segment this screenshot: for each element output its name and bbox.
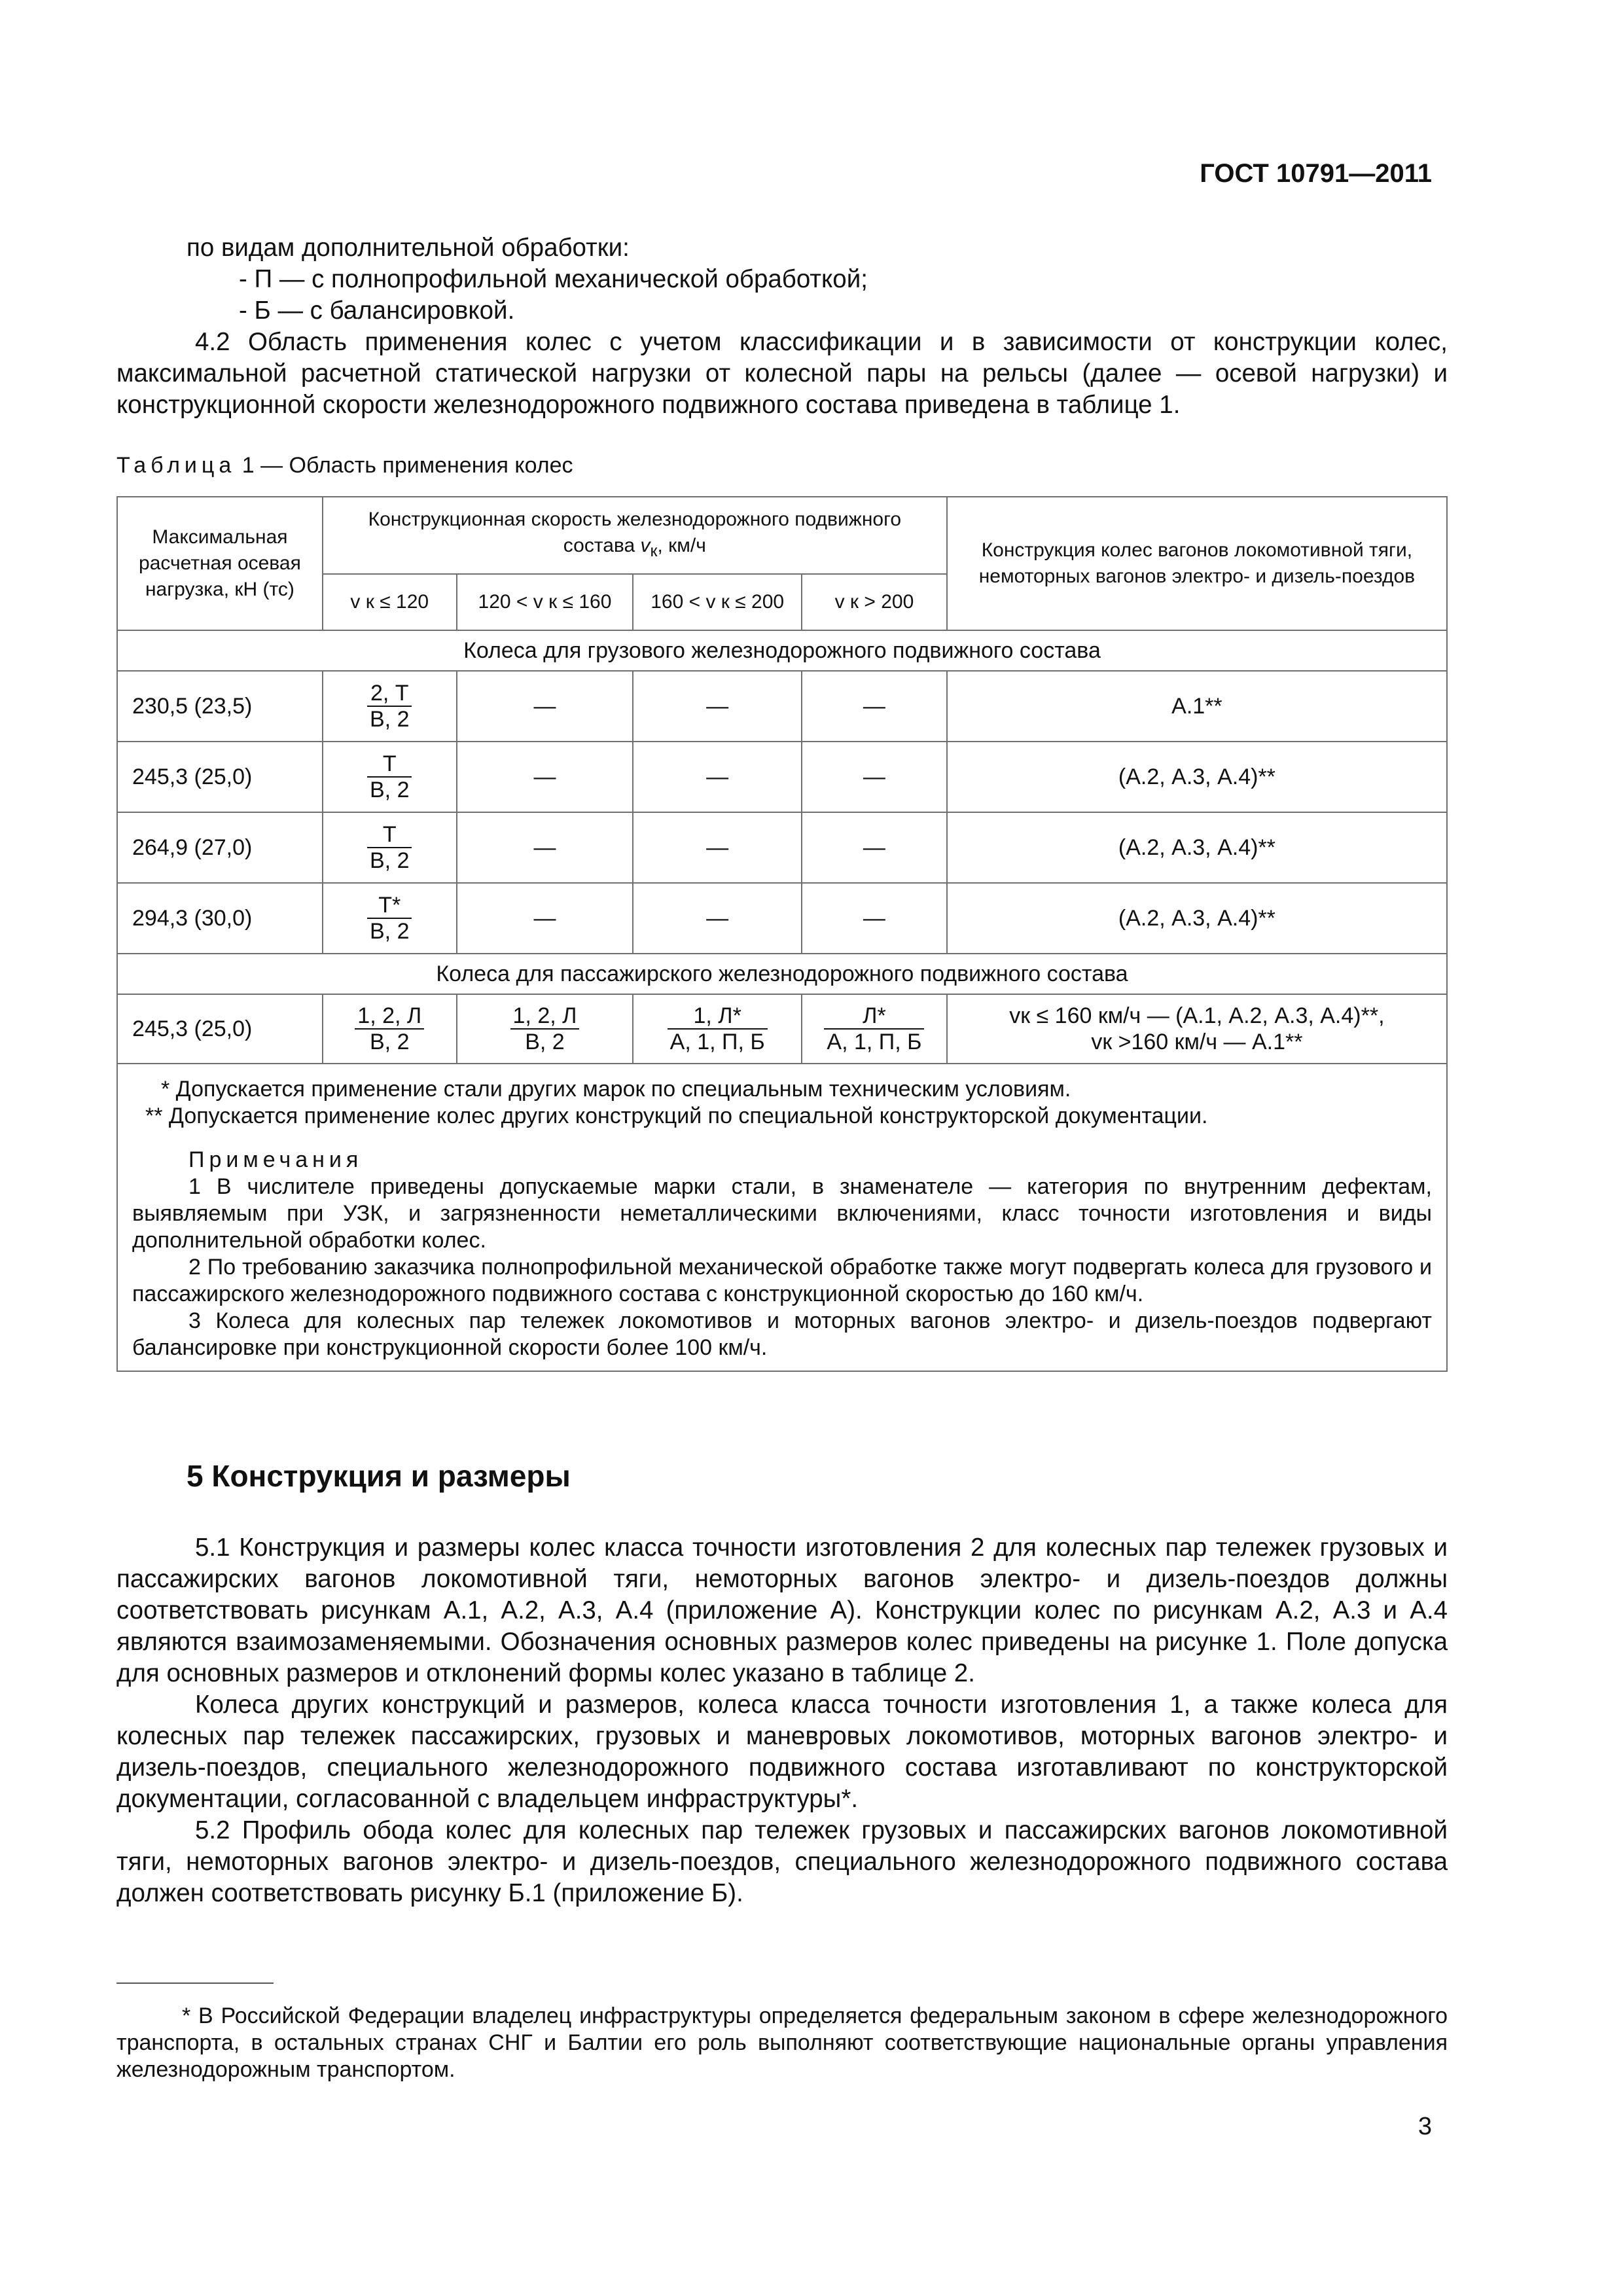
header-speed-3: 160 < v к ≤ 200 [633,574,802,630]
section-5-title: 5 Конструкция и размеры [187,1459,571,1493]
page-number: 3 [1418,2113,1432,2140]
header-speed-4: v к > 200 [802,574,947,630]
notes-title: Примечания [188,1147,363,1172]
note-2: 2 По требованию заказчика полнопрофильной механической обработке также могут подвергать колеса для грузового и пассажирского железнодорожного подвижного состава с конструкционной скоростью до 160 км/ч. [132,1255,1432,1306]
document-header: ГОСТ 10791—2011 [1200,159,1432,188]
page-footnote: * В Российской Федерации владелец инфраструктуры определяется федеральным законом в сфере железнодорожного транспорта, в остальных странах СНГ и Балтии его роль выполняют соответствующие национальные органы управления железнодорожным транспортом. [116,2003,1448,2082]
section-freight: Колеса для грузового железнодорожного подвижного состава [117,630,1447,671]
table-notes [117,1064,1447,1371]
paragraph-5-1-2: Колеса других конструкций и размеров, колеса класса точности изготовления 1, а также колеса для колесных пар тележек пассажирских, грузовых и маневровых локомотивов, моторных вагонов электро- и дизель-поездов, специального железнодорожного подвижного состава изготавливают по конструкторской документации, согласованной с владельцем инфраструктуры*. [116,1691,1448,1813]
note-3: 3 Колеса для колесных пар тележек локомотивов и моторных вагонов электро- и дизель-поездов подвергают балансировке при конструкционной скорости более 100 км/ч. [132,1308,1432,1360]
note-1: 1 В числителе приведены допускаемые марки стали, в знаменателе — категория по внутренним дефектам, выявляемым при УЗК, и загрязненности неметаллическими включениями, класс точности изготовления и виды дополнительной обработки колес. [132,1174,1432,1253]
fraction: $\frac{Т}{В, 2}$ [367,751,412,802]
header-speed-1: v к ≤ 120 [323,574,457,630]
section-passenger: Колеса для пассажирского железнодорожного подвижного состава [117,954,1447,994]
table-footnote-1: * Допускается применение стали других марок по специальным техническим условиям. [161,1077,1071,1102]
list-item-b: - Б — с балансировкой. [239,296,515,325]
table-row: 245,3 (25,0) $\frac{Т}{В, 2}$ — — — (А.2, А.3, А.4)** [117,742,1447,812]
fraction: $\frac{Т}{В, 2}$ [367,822,412,873]
header-speed-2: 120 < v к ≤ 160 [457,574,633,630]
fraction: $\frac{1, 2, Л}{В, 2}$ [510,1003,580,1054]
table-caption-label: Таблица [116,453,236,478]
fraction: $\frac{Л*}{А, 1, П, Б}$ [824,1003,924,1054]
paragraph-5-2: 5.2 Профиль обода колес для колесных пар тележек грузовых и пассажирских вагонов локомотивной тяги, немоторных вагонов электро- и дизель-поездов, специального железнодорожного подвижного состава должен соответствовать рисунку Б.1 (приложение Б). [116,1816,1448,1907]
footnote-separator [116,1982,274,1984]
list-item-p: - П — с полнопрофильной механической обработкой; [239,265,868,293]
header-wheel-design: Конструкция колес вагонов локомотивной тяги, немоторных вагонов электро- и дизель-поездов [947,497,1447,630]
table-caption [116,453,573,478]
header-speed-group: Конструкционная скорость железнодорожного подвижного состава $v_к$, км/ч [323,497,947,574]
intro-line: по видам дополнительной обработки: [187,234,630,262]
table-row: 264,9 (27,0) $\frac{Т}{В, 2}$ — — — (А.2, А.3, А.4)** [117,812,1447,883]
fraction: $\frac{Т*}{В, 2}$ [367,893,412,944]
table-footnote-2: ** Допускается применение колес других конструкций по специальной конструкторской документации. [145,1103,1208,1128]
fraction: $\frac{1, Л*}{А, 1, П, Б}$ [668,1003,768,1054]
paragraph-5-1: 5.1 Конструкция и размеры колес класса точности изготовления 2 для колесных пар тележек грузовых и пассажирских вагонов локомотивной тяги, немоторных вагонов электро- и дизель-поездов должны соответствовать рисункам А.1, А.2, А.3, А.4 (приложение А). Конструкции колес по рисункам А.2, А.3 и А.4 являются взаимозаменяемыми. Обозначения основных размеров колес приведены на рисунке 1. Поле допуска для основных размеров и отклонений формы колес указано в таблице 2. [116,1534,1448,1687]
paragraph-4-2: 4.2 Область применения колес с учетом классификации и в зависимости от конструкции колес, максимальной расчетной статической нагрузки от колесной пары на рельсы (далее — осевой нагрузки) и конструкционной скорости железнодорожного подвижного состава приведена в таблице 1. [116,328,1448,419]
design-line-1: vк ≤ 160 км/ч — (А.1, А.2, А.3, А.4)**, [1009,1003,1385,1028]
design-line-2: vк >160 км/ч — А.1** [1091,1030,1303,1054]
table-1 [116,496,1448,1372]
table-row: 245,3 (25,0) $\frac{1, 2, Л}{В, 2}$ $\frac{1, 2, Л}{В, 2}$ $\frac{1, Л*}{А, 1, П, Б}$ $\frac{Л*}{А, 1, П, Б}$ vк ≤ 160 км/ч — (А.1, А.2, А.3, А.4)**, vк >160 км/ч — А.1** [117,994,1447,1064]
table-row: 294,3 (30,0) $\frac{Т*}{В, 2}$ — — — (А.2, А.3, А.4)** [117,883,1447,954]
fraction: $\frac{2, Т}{В, 2}$ [367,681,412,732]
header-axle-load: Максимальная расчетная осевая нагрузка, кН (тс) [117,497,323,630]
table-caption-title: 1 — Область применения колес [236,453,573,478]
fraction: $\frac{1, 2, Л}{В, 2}$ [355,1003,424,1054]
table-row: 230,5 (23,5) $\frac{2, Т}{В, 2}$ — — — А.1** [117,671,1447,742]
